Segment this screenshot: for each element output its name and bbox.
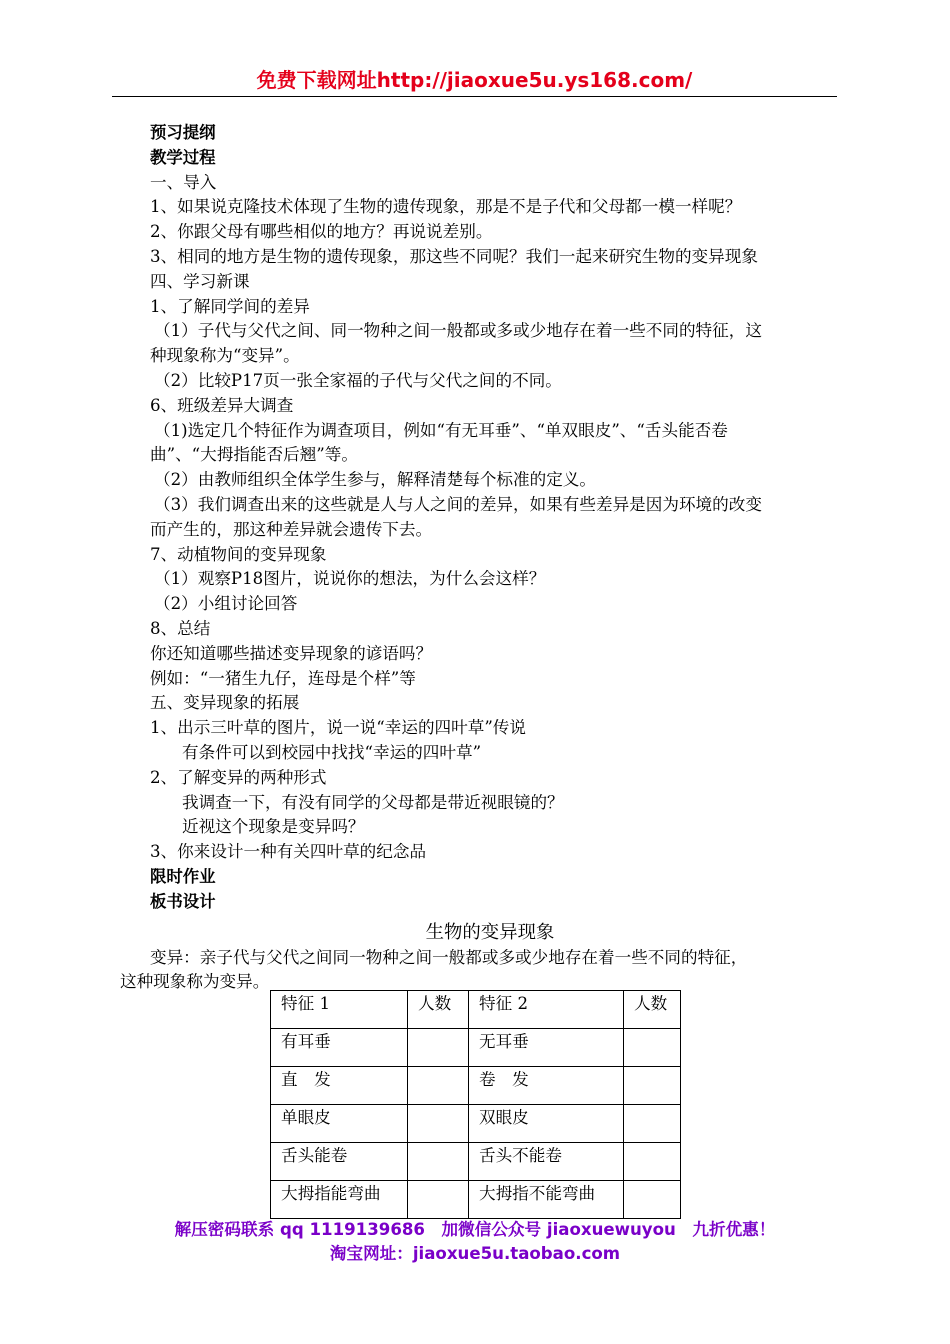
table-header-cell: 人数 bbox=[408, 991, 469, 1029]
text-line: （1）观察P18图片，说说你的想法，为什么会这样？ bbox=[154, 569, 546, 589]
section-heading: 教学过程 bbox=[150, 147, 216, 167]
table-cell: 直 发 bbox=[271, 1067, 408, 1105]
table-cell: 有耳垂 bbox=[271, 1029, 408, 1067]
table-row bbox=[271, 1181, 681, 1219]
text-line: （2）比较P17页一张全家福的子代与父代之间的不同。 bbox=[154, 370, 562, 390]
text-line: 种现象称为“变异”。 bbox=[150, 346, 300, 366]
table-cell: 大拇指能弯曲 bbox=[271, 1181, 408, 1219]
table-header-row bbox=[271, 991, 681, 1029]
text-line: 曲”、“大拇指能否后翘”等。 bbox=[150, 445, 358, 465]
table-row bbox=[271, 1029, 681, 1067]
table-cell: 双眼皮 bbox=[469, 1105, 624, 1143]
footer-shop-link[interactable]: 淘宝网址：jiaoxue5u.taobao.com bbox=[329, 1244, 621, 1263]
text-line: 1、如果说克隆技术体现了生物的遗传现象，那是不是子代和父母都一模一样呢？ bbox=[150, 197, 742, 217]
table-row bbox=[271, 1067, 681, 1105]
text-line: 有条件可以到校园中找找“幸运的四叶草” bbox=[182, 742, 482, 762]
table-cell: 无耳垂 bbox=[469, 1029, 624, 1067]
text-line: 我调查一下，有没有同学的父母都是带近视眼镜的？ bbox=[182, 792, 564, 812]
table-cell bbox=[624, 1067, 681, 1105]
text-line: （3）我们调查出来的这些就是人与人之间的差异，如果有些差异是因为环境的改变 bbox=[154, 494, 762, 514]
table-cell bbox=[408, 1029, 469, 1067]
table-header-cell: 特征 2 bbox=[469, 991, 624, 1029]
table-header-cell: 特征 1 bbox=[271, 991, 408, 1029]
table-cell: 舌头能卷 bbox=[271, 1143, 408, 1181]
section-heading: 预习提纲 bbox=[150, 123, 216, 142]
section-heading: 限时作业 bbox=[150, 866, 216, 886]
table-cell: 舌头不能卷 bbox=[469, 1143, 624, 1181]
board-definition: 变异：亲子代与父代之间同一物种之间一般都或多或少地存在着一些不同的特征， bbox=[150, 947, 748, 967]
text-line: 1、出示三叶草的图片，说一说“幸运的四叶草”传说 bbox=[150, 718, 526, 738]
page-header bbox=[112, 66, 837, 97]
board-definition-cont: 这种现象称为变异。 bbox=[120, 972, 270, 992]
text-line: 3、相同的地方是生物的遗传现象，那这些不同呢？我们一起来研究生物的变异现象 bbox=[150, 246, 758, 266]
text-line: 1、了解同学间的差异 bbox=[150, 296, 310, 316]
text-line: 2、你跟父母有哪些相似的地方？再说说差别。 bbox=[150, 222, 493, 242]
text-line: （1)选定几个特征作为调查项目，例如“有无耳垂”、“单双眼皮”、“舌头能否卷 bbox=[154, 420, 728, 440]
text-line: 8、总结 bbox=[150, 618, 211, 638]
table-cell bbox=[624, 1143, 681, 1181]
text-line: 例如：“一猪生九仔，连母是个样”等 bbox=[150, 668, 416, 688]
text-line: 五、变异现象的拓展 bbox=[150, 693, 300, 713]
table-cell bbox=[408, 1105, 469, 1143]
text-line: 6、班级差异大调查 bbox=[150, 395, 294, 415]
table-row bbox=[271, 1143, 681, 1181]
text-line: （2）由教师组织全体学生参与，解释清楚每个标准的定义。 bbox=[154, 470, 596, 490]
text-line: 四、学习新课 bbox=[150, 271, 250, 291]
table-cell: 卷 发 bbox=[469, 1067, 624, 1105]
table-cell bbox=[408, 1067, 469, 1105]
table-cell bbox=[624, 1029, 681, 1067]
text-line: 一、导入 bbox=[150, 172, 217, 192]
table-row bbox=[271, 1105, 681, 1143]
table-header-cell: 人数 bbox=[624, 991, 681, 1029]
table-cell bbox=[408, 1143, 469, 1181]
footer-contact-line: 解压密码联系 qq 1119139686 加微信公众号 jiaoxuewuyou 九折优惠！ bbox=[174, 1220, 776, 1239]
text-line: 2、了解变异的两种形式 bbox=[150, 767, 327, 787]
text-line: 你还知道哪些描述变异现象的谚语吗？ bbox=[150, 643, 433, 663]
header-label: 免费下载网址 bbox=[256, 68, 377, 92]
text-line: （2）小组讨论回答 bbox=[154, 594, 298, 614]
text-line: 7、动植物间的变异现象 bbox=[150, 544, 327, 564]
header-url-link[interactable]: http://jiaoxue5u.ys168.com/ bbox=[376, 68, 693, 92]
text-line: 近视这个现象是变异吗？ bbox=[182, 817, 365, 837]
table-cell: 大拇指不能弯曲 bbox=[469, 1181, 624, 1219]
text-line: 3、你来设计一种有关四叶草的纪念品 bbox=[150, 842, 427, 862]
text-line: 而产生的，那这种差异就会遗传下去。 bbox=[150, 519, 433, 539]
table-cell bbox=[624, 1181, 681, 1219]
board-title: 生物的变异现象 bbox=[425, 921, 555, 943]
document-body bbox=[120, 121, 840, 995]
page-footer bbox=[0, 1218, 950, 1266]
text-line: （1）子代与父代之间、同一物种之间一般都或多或少地存在着一些不同的特征，这 bbox=[154, 321, 762, 341]
section-heading: 板书设计 bbox=[150, 891, 216, 911]
table-cell: 单眼皮 bbox=[271, 1105, 408, 1143]
table-cell bbox=[624, 1105, 681, 1143]
feature-survey-table bbox=[270, 990, 681, 1219]
table-cell bbox=[408, 1181, 469, 1219]
